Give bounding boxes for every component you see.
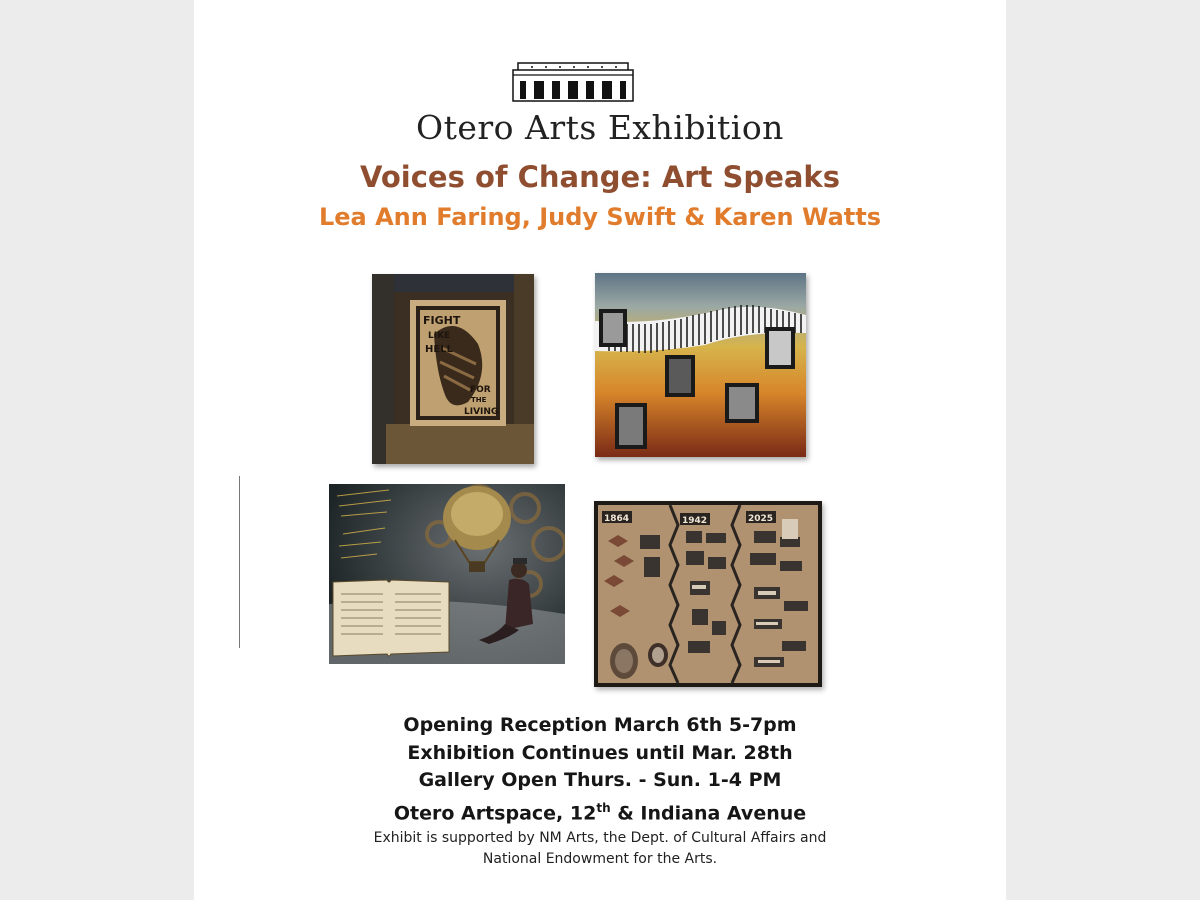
event-details bbox=[194, 712, 1006, 827]
address-suffix: & Indiana Avenue bbox=[610, 801, 807, 824]
timeline-year-1942: 1942 bbox=[682, 516, 708, 526]
exhibition-title: Otero Arts Exhibition bbox=[416, 108, 784, 147]
art1-word: THE bbox=[471, 396, 487, 404]
sponsor-line-1: Exhibit is supported by NM Arts, the Dept. of Cultural Affairs and bbox=[373, 830, 827, 846]
artwork-timeline-quilt bbox=[594, 501, 822, 687]
sponsor-line-2: National Endowment for the Arts. bbox=[482, 851, 718, 867]
divider-line bbox=[239, 476, 240, 648]
opening-reception: Opening Reception March 6th 5-7pm bbox=[403, 714, 797, 736]
art1-word: FIGHT bbox=[423, 314, 461, 327]
timeline-year-1864: 1864 bbox=[604, 514, 630, 524]
address-ordinal: th bbox=[596, 800, 611, 815]
art1-word: LIKE bbox=[428, 331, 451, 341]
artwork-wildlife-quilt bbox=[595, 273, 806, 457]
gallery-hours: Gallery Open Thurs. - Sun. 1-4 PM bbox=[418, 769, 782, 791]
exhibition-poster bbox=[194, 0, 1006, 900]
artwork-fight-like-hell bbox=[372, 274, 534, 464]
venue-address bbox=[194, 795, 1006, 828]
exhibition-subtitle: Voices of Change: Art Speaks bbox=[360, 160, 840, 194]
art1-word: LIVING bbox=[464, 407, 499, 417]
artist-names: Lea Ann Faring, Judy Swift & Karen Watts bbox=[318, 203, 882, 231]
address-prefix: Otero Artspace, 12 bbox=[393, 801, 597, 824]
art1-word: HELL bbox=[425, 344, 453, 355]
exhibition-dates: Exhibition Continues until Mar. 28th bbox=[407, 741, 793, 764]
sponsor-credits bbox=[194, 828, 1006, 870]
building-facade-icon bbox=[512, 60, 634, 102]
artwork-steampunk-collage bbox=[329, 484, 565, 664]
art1-word: FOR bbox=[470, 385, 491, 395]
timeline-year-2025: 2025 bbox=[748, 514, 774, 524]
